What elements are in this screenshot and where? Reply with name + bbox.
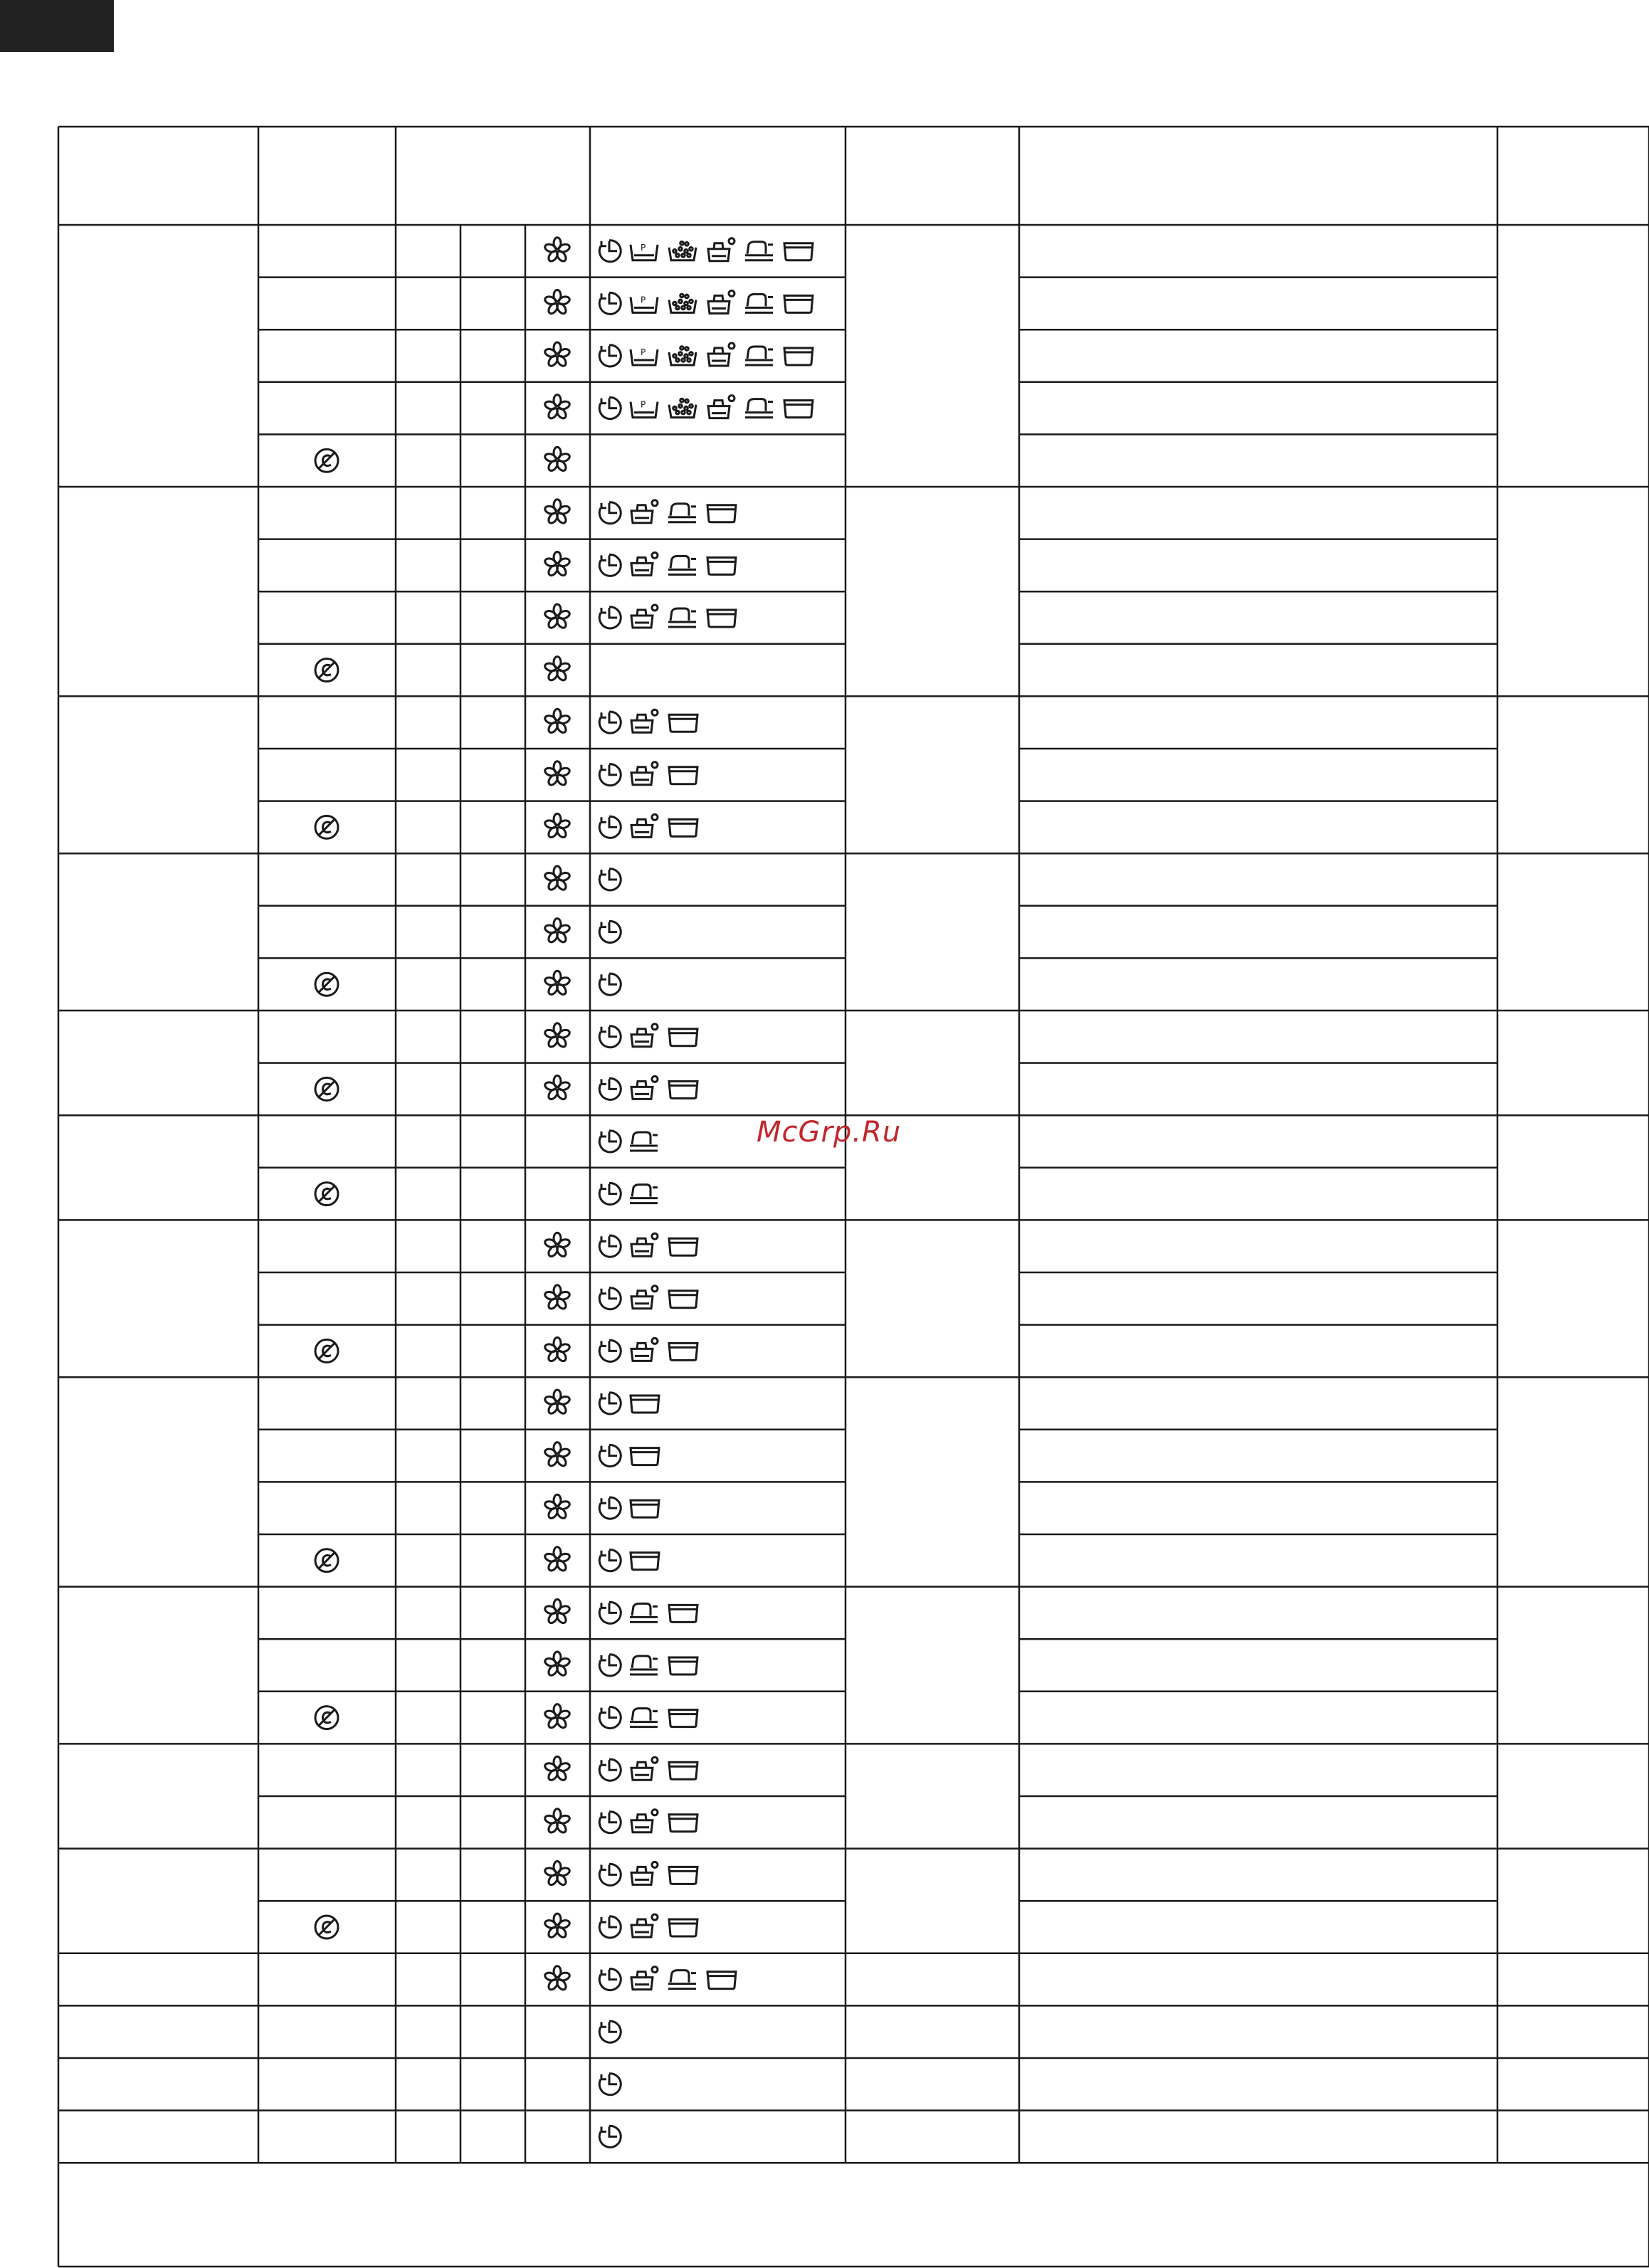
drain-basin-icon — [784, 243, 813, 260]
timer-icon — [599, 1969, 621, 1990]
no-program-icon — [315, 449, 338, 472]
spin-icon — [630, 1709, 658, 1727]
fan-icon — [544, 1861, 570, 1887]
main-wash-basin-icon — [669, 347, 696, 365]
no-program-icon — [315, 1549, 338, 1572]
spin-icon — [668, 1971, 696, 1989]
spin-icon — [630, 1185, 658, 1203]
drain-basin-icon — [669, 1605, 697, 1622]
drain-basin-icon — [669, 1081, 697, 1098]
fan-icon — [544, 395, 570, 421]
drain-basin-icon — [669, 1657, 697, 1674]
timer-icon — [599, 1183, 621, 1205]
prewash-basin-icon — [631, 243, 658, 260]
spin-icon — [745, 399, 773, 418]
spin-icon — [668, 608, 696, 627]
fan-icon — [544, 1756, 570, 1782]
drain-basin-icon — [669, 819, 697, 836]
drain-basin-icon — [669, 1762, 697, 1779]
fan-icon — [544, 919, 570, 944]
program-table: P — [0, 0, 1649, 2268]
fan-icon — [544, 1494, 570, 1520]
rinse-basin-icon — [631, 1024, 658, 1047]
timer-icon — [599, 1550, 621, 1571]
fan-icon — [544, 500, 570, 525]
timer-icon — [599, 869, 621, 890]
drain-basin-icon — [669, 1291, 697, 1308]
rinse-basin-icon — [631, 1338, 658, 1361]
drain-basin-icon — [669, 1238, 697, 1255]
timer-icon — [599, 1445, 621, 1467]
fan-icon — [544, 1233, 570, 1258]
drain-basin-icon — [784, 401, 813, 418]
fan-icon — [544, 1652, 570, 1677]
prewash-basin-icon — [631, 400, 658, 418]
rinse-basin-icon — [631, 1286, 658, 1309]
fan-icon — [544, 866, 570, 892]
timer-icon — [599, 2021, 621, 2042]
timer-icon — [599, 764, 621, 786]
spin-icon — [630, 1132, 658, 1151]
spin-icon — [668, 556, 696, 574]
fan-icon — [544, 761, 570, 787]
timer-icon — [599, 1759, 621, 1781]
fan-icon — [544, 1023, 570, 1049]
drain-basin-icon — [707, 610, 736, 627]
fan-icon — [544, 1547, 570, 1573]
timer-icon — [599, 1288, 621, 1309]
drain-basin-icon — [631, 1448, 659, 1465]
drain-basin-icon — [631, 1500, 659, 1517]
fan-icon — [544, 971, 570, 996]
spin-icon — [630, 1603, 658, 1622]
no-program-icon — [315, 1707, 338, 1729]
timer-icon — [599, 1707, 621, 1729]
timer-icon — [599, 712, 621, 733]
no-program-icon — [315, 1183, 338, 1206]
timer-icon — [599, 1655, 621, 1676]
timer-icon — [599, 1393, 621, 1414]
drain-basin-icon — [669, 1710, 697, 1727]
drain-basin-icon — [669, 1343, 697, 1360]
spin-icon — [745, 242, 773, 260]
main-wash-basin-icon — [669, 242, 696, 260]
rinse-basin-icon — [708, 290, 734, 313]
no-program-icon — [315, 973, 338, 996]
spin-icon — [630, 1656, 658, 1674]
drain-basin-icon — [669, 1919, 697, 1936]
main-wash-basin-icon — [669, 399, 696, 417]
rinse-basin-icon — [708, 238, 734, 261]
fan-icon — [544, 709, 570, 734]
timer-icon — [599, 1864, 621, 1885]
timer-icon — [599, 1131, 621, 1152]
timer-icon — [599, 2074, 621, 2095]
rinse-basin-icon — [708, 343, 734, 366]
fan-icon — [544, 1809, 570, 1835]
no-program-icon — [315, 816, 338, 838]
no-program-icon — [315, 1077, 338, 1100]
drain-basin-icon — [784, 295, 813, 312]
fan-icon — [544, 552, 570, 577]
timer-icon — [599, 1812, 621, 1833]
main-wash-basin-icon — [669, 294, 696, 312]
spin-icon — [668, 504, 696, 522]
rinse-basin-icon — [631, 1076, 658, 1099]
timer-icon — [599, 1026, 621, 1048]
timer-icon — [599, 1497, 621, 1519]
rinse-basin-icon — [631, 1862, 658, 1884]
watermark: McGrp.Ru — [757, 1116, 902, 1149]
fan-icon — [544, 290, 570, 315]
fan-icon — [544, 1390, 570, 1415]
no-program-icon — [315, 1339, 338, 1362]
fan-icon — [544, 447, 570, 473]
rinse-basin-icon — [631, 605, 658, 628]
rinse-basin-icon — [631, 710, 658, 732]
timer-icon — [599, 974, 621, 995]
fan-icon — [544, 1337, 570, 1363]
rinse-basin-icon — [631, 762, 658, 785]
timer-icon — [599, 816, 621, 838]
timer-icon — [599, 1340, 621, 1361]
rinse-basin-icon — [631, 1810, 658, 1832]
drain-basin-icon — [669, 1867, 697, 1884]
spin-icon — [745, 294, 773, 312]
rinse-basin-icon — [631, 552, 658, 575]
fan-icon — [544, 813, 570, 839]
drain-basin-icon — [669, 1029, 697, 1046]
drain-basin-icon — [631, 1396, 659, 1413]
fan-icon — [544, 1442, 570, 1468]
fan-icon — [544, 1966, 570, 1992]
rinse-basin-icon — [631, 1914, 658, 1937]
rinse-basin-icon — [631, 1233, 658, 1256]
timer-icon — [599, 607, 621, 628]
rinse-basin-icon — [708, 396, 734, 418]
rinse-basin-icon — [631, 1757, 658, 1780]
drain-basin-icon — [707, 505, 736, 522]
drain-basin-icon — [707, 557, 736, 574]
timer-icon — [599, 1916, 621, 1938]
drain-basin-icon — [707, 1972, 736, 1989]
fan-icon — [544, 1599, 570, 1625]
fan-icon — [544, 342, 570, 368]
no-program-icon — [315, 659, 338, 682]
drain-basin-icon — [669, 1815, 697, 1832]
fan-icon — [544, 1075, 570, 1101]
timer-icon — [599, 1602, 621, 1623]
prewash-basin-icon — [631, 347, 658, 365]
drain-basin-icon — [669, 767, 697, 784]
prewash-basin-icon — [631, 295, 658, 312]
timer-icon — [599, 554, 621, 576]
timer-icon — [599, 1078, 621, 1099]
rinse-basin-icon — [631, 814, 658, 837]
timer-icon — [599, 922, 621, 943]
fan-icon — [544, 1914, 570, 1939]
rinse-basin-icon — [631, 1967, 658, 1990]
timer-icon — [599, 292, 621, 314]
spin-icon — [745, 347, 773, 365]
fan-icon — [544, 1285, 570, 1311]
fan-icon — [544, 657, 570, 682]
fan-icon — [544, 238, 570, 263]
timer-icon — [599, 345, 621, 366]
timer-icon — [599, 398, 621, 419]
rinse-basin-icon — [631, 500, 658, 523]
fan-icon — [544, 604, 570, 630]
timer-icon — [599, 502, 621, 524]
no-program-icon — [315, 1916, 338, 1939]
timer-icon — [599, 1235, 621, 1257]
fan-icon — [544, 1704, 570, 1730]
drain-basin-icon — [669, 714, 697, 732]
drain-basin-icon — [784, 348, 813, 365]
timer-icon — [599, 241, 621, 262]
timer-icon — [599, 2126, 621, 2147]
drain-basin-icon — [631, 1553, 659, 1570]
